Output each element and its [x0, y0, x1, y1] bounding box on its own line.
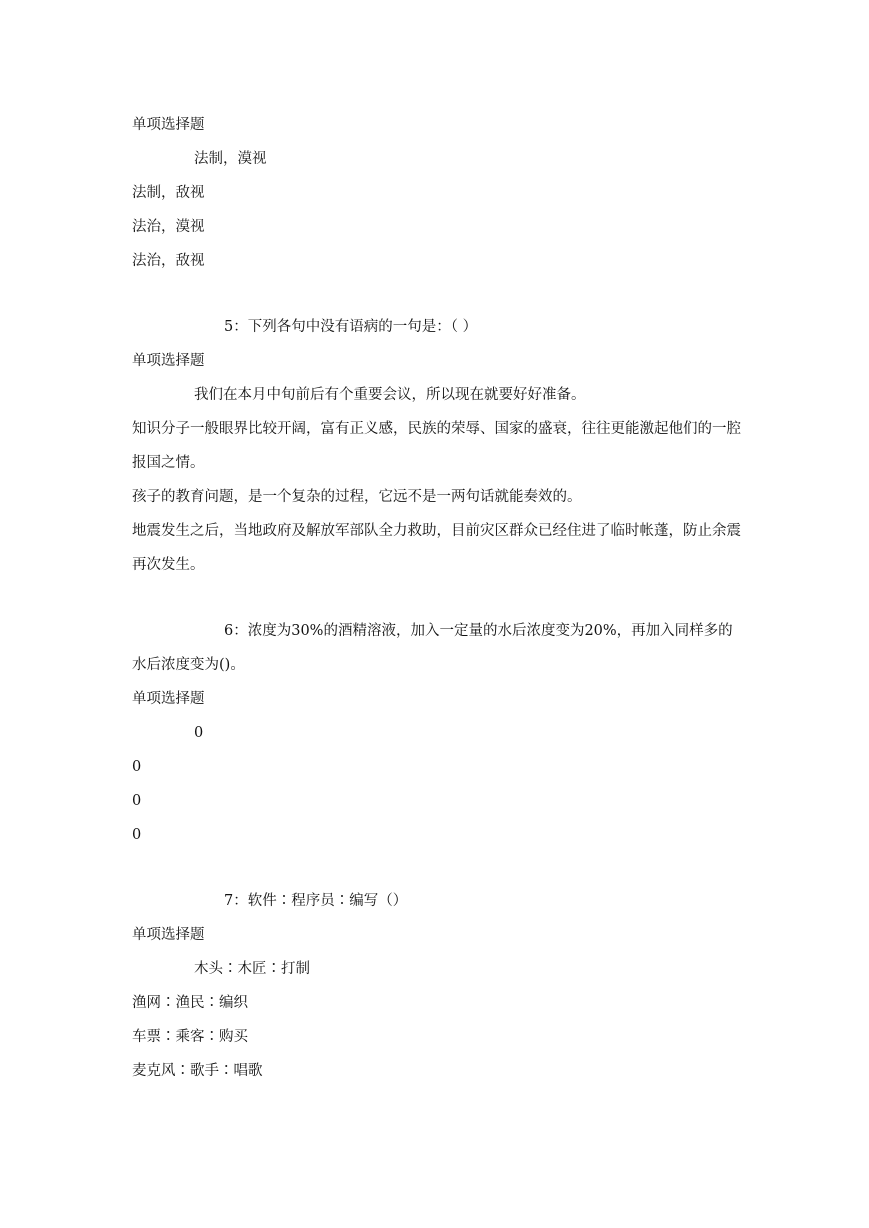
- q4-option-b: 法制，敌视: [132, 185, 205, 201]
- q4-option-c: 法治，漠视: [132, 219, 205, 235]
- spacer: [132, 582, 742, 614]
- spacer: [132, 852, 742, 884]
- q7-option-b: 渔网∶渔民∶编织: [132, 995, 248, 1011]
- q4-option-d: 法治，敌视: [132, 253, 205, 269]
- q6-option-b: 0: [132, 759, 142, 775]
- q5-question: 5：下列各句中没有语病的一句是：（ ）: [224, 319, 478, 335]
- q6-type-label: 单项选择题: [132, 691, 205, 707]
- q6-question: 6：浓度为30%的酒精溶液，加入一定量的水后浓度变为20%，再加入同样多的水后浓度变为()。: [132, 623, 733, 673]
- q5-type-label: 单项选择题: [132, 353, 205, 369]
- q5-option-d: 地震发生之后，当地政府及解放军部队全力救助，目前灾区群众已经住进了临时帐蓬，防止余震再次发生。: [132, 523, 741, 573]
- q5-option-a: 我们在本月中旬前后有个重要会议，所以现在就要好好准备。: [194, 387, 586, 403]
- q7-option-a: 木头∶木匠∶打制: [194, 961, 310, 977]
- spacer: [132, 278, 742, 310]
- q7-question: 7：软件∶程序员∶编写（）: [224, 893, 408, 909]
- q5-option-b: 知识分子一般眼界比较开阔，富有正义感，民族的荣辱、国家的盛衰，往往更能激起他们的一腔报国之情。: [132, 421, 741, 471]
- q4-option-a: 法制，漠视: [194, 151, 267, 167]
- q6-option-d: 0: [132, 827, 142, 843]
- q6-option-a: 0: [194, 725, 204, 741]
- q6-option-c: 0: [132, 793, 142, 809]
- q7-option-d: 麦克风∶歌手∶唱歌: [132, 1063, 263, 1079]
- q7-option-c: 车票∶乘客∶购买: [132, 1029, 248, 1045]
- q4-type-label: 单项选择题: [132, 117, 205, 133]
- q5-option-c: 孩子的教育问题，是一个复杂的过程，它远不是一两句话就能奏效的。: [132, 489, 582, 505]
- q7-type-label: 单项选择题: [132, 927, 205, 943]
- document-page: [132, 108, 742, 1088]
